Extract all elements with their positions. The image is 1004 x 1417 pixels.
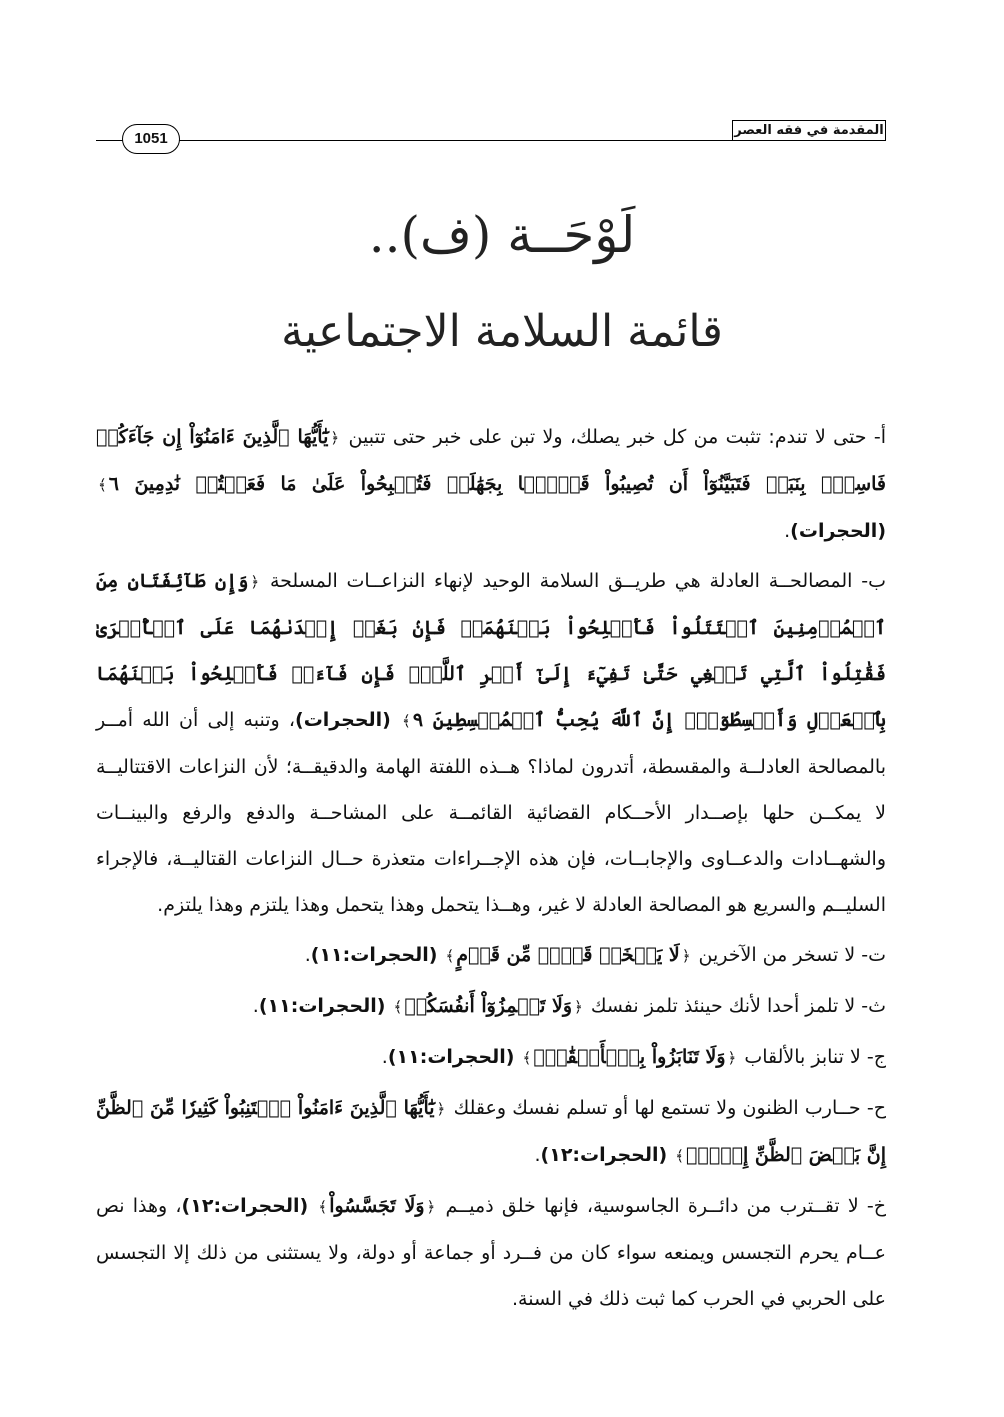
quran-close-ornament: ﴾ xyxy=(675,1147,685,1165)
paragraph-jim xyxy=(96,1034,886,1081)
quran-close-ornament: ﴾ xyxy=(318,1198,328,1216)
surah-reference: (الحجرات) xyxy=(295,709,391,731)
paragraph-tail: . xyxy=(381,1046,388,1068)
paragraph-text: لا تقــترب من دائــرة الجاسوسية، فإنها خلق ذميــم xyxy=(437,1195,859,1217)
page-subtitle: قائمة السلامة الاجتماعية xyxy=(281,306,723,357)
paragraph-text: لا تسخر من الآخرين xyxy=(692,944,856,966)
paragraph-ha xyxy=(96,1085,886,1179)
page-number: 1051 xyxy=(122,124,180,154)
running-title: المقدمة في فقه العصر xyxy=(732,120,886,141)
quran-verse: وَلَا تَجَسَّسُواْ xyxy=(329,1195,425,1217)
paragraph-text: المصالحــة العادلة هي طريــق السلامة الوحيد لإنهاء النزاعــات المسلحة xyxy=(261,570,853,592)
paragraph-ta xyxy=(96,932,886,979)
item-letter: أ- xyxy=(866,426,886,448)
surah-reference: (الحجرات:١١) xyxy=(387,1046,515,1068)
surah-reference: (الحجرات:١٢) xyxy=(181,1195,309,1217)
item-letter: ج- xyxy=(860,1046,886,1068)
quran-verse: وَلَا تَنَابَزُواْ بِٱلۡأَلۡقَٰبِۖ xyxy=(533,1046,726,1068)
body-text xyxy=(96,414,886,1314)
item-letter: ب- xyxy=(852,570,886,592)
paragraph-tail: ، وهذا نص عــام يحرم التجسس ويمنعه سواء كان من فــرد أو جماعة أو دولة، ولا يستثنى من ذلك إلا التجسس على الحربي في الحرب كما ثبت ذلك في السنة. xyxy=(96,1195,886,1310)
quran-open-ornament: ﴿ xyxy=(250,573,260,591)
quran-verse: لَا يَسۡخَرۡ قَوۡمٞ مِّن قَوۡمٍ xyxy=(456,944,680,966)
item-letter: خ- xyxy=(858,1195,886,1217)
paragraph-ba xyxy=(96,558,886,928)
quran-close-ornament: ﴾ xyxy=(402,712,411,730)
paragraph-tha xyxy=(96,983,886,1030)
quran-open-ornament: ﴿ xyxy=(436,1100,446,1118)
surah-reference: (الحجرات:١١) xyxy=(310,944,438,966)
quran-close-ornament: ﴾ xyxy=(98,476,107,494)
surah-reference: (الحجرات) xyxy=(790,520,886,542)
quran-close-ornament: ﴾ xyxy=(445,947,455,965)
paragraph-tail: . xyxy=(252,995,259,1017)
paragraph-tail: . xyxy=(534,1144,541,1166)
paragraph-tail: ، وتنبه إلى أن الله أمــر بالمصالحة العادلــة والمقسطة، أتدرون لماذا؟ هــذه اللفتة الهامة والدقيقــة؛ لأن النزاعات الاقتتاليــة لا يمكــن حلها بإصــدار الأحــكام القضائية القائمــة على المشاحــة والدفع والرفع والبينــات والشهــادات والدعــاوى والإجابــات، فإن هذه الإجــراءات متعذرة حــال النزاعات القتاليــة، فالإجراء السليــم والسريع هو المصالحة العادلة لا غير، وهــذا يتحمل وهذا يتحمل وهذا يلتزم وهذا يلتزم. xyxy=(96,709,886,916)
paragraph-text: لا تلمز أحدا لأنك حينئذ تلمز نفسك xyxy=(584,995,856,1017)
item-letter: ت- xyxy=(855,944,886,966)
paragraph-tail: . xyxy=(304,944,311,966)
paragraph-tail: . xyxy=(784,520,791,542)
surah-reference: (الحجرات:١١) xyxy=(258,995,386,1017)
item-letter: ح- xyxy=(860,1097,886,1119)
paragraph-alef xyxy=(96,414,886,554)
quran-open-ornament: ﴿ xyxy=(330,429,340,447)
quran-open-ornament: ﴿ xyxy=(426,1198,436,1216)
quran-open-ornament: ﴿ xyxy=(681,947,691,965)
quran-close-ornament: ﴾ xyxy=(393,998,403,1016)
quran-verse: وَلَا تَلۡمِزُوٓاْ أَنفُسَكُمۡ xyxy=(404,995,572,1017)
page-title: لَوْحَــة (ف).. xyxy=(368,206,636,264)
quran-verse: يَٰٓأَيُّهَا ٱلَّذِينَ ءَامَنُوٓاْ إِن جَآءَكُمۡ فَاسِقُۢ بِنَبَإٖ فَتَبَيَّنُوٓاْ أَن تُصِيبُواْ قَوۡمَۢا بِجَهَٰلَةٖ فَتُصۡبِحُواْ عَلَىٰ مَا فَعَلۡتُمۡ نَٰدِمِينَ ٦ xyxy=(96,426,886,495)
quran-open-ornament: ﴿ xyxy=(574,998,583,1016)
paragraph-text: حــارب الظنون ولا تستمع لها أو تسلم نفسك وعقلك xyxy=(447,1097,861,1119)
quran-open-ornament: ﴿ xyxy=(727,1049,737,1067)
quran-verse: يَٰٓأَيُّهَا ٱلَّذِينَ ءَامَنُواْ ٱجۡتَنِبُواْ كَثِيرٗا مِّنَ ٱلظَّنِّ إِنَّ بَعۡضَ ٱلظَّنِّ إِثۡمٞۖ xyxy=(96,1097,886,1166)
paragraph-kha xyxy=(96,1183,886,1322)
quran-close-ornament: ﴾ xyxy=(522,1049,532,1067)
surah-reference: (الحجرات:١٢) xyxy=(540,1144,668,1166)
item-letter: ث- xyxy=(855,995,886,1017)
quran-verse: وَإِن طَآئِفَتَانِ مِنَ ٱلۡمُؤۡمِنِينَ ٱقۡتَتَلُواْ فَأَصۡلِحُواْ بَيۡنَهُمَاۖ فَإِنۢ بَغَتۡ إِحۡدَىٰهُمَا عَلَى ٱلۡأُخۡرَىٰ فَقَٰتِلُواْ ٱلَّتِي تَبۡغِي حَتَّىٰ تَفِيٓءَ إِلَىٰٓ أَمۡرِ ٱللَّهِۚ فَإِن فَآءَتۡ فَأَصۡلِحُواْ بَيۡنَهُمَا بِٱلۡعَدۡلِ وَأَقۡسِطُوٓاْۖ إِنَّ ٱللَّهَ يُحِبُّ ٱلۡمُقۡسِطِينَ ٩ xyxy=(96,570,886,731)
paragraph-text: لا تنابز بالألقاب xyxy=(738,1046,861,1068)
paragraph-text: حتى لا تندم: تثبت من كل خبر يصلك، ولا تبن على خبر حتى تتبين xyxy=(341,426,867,448)
